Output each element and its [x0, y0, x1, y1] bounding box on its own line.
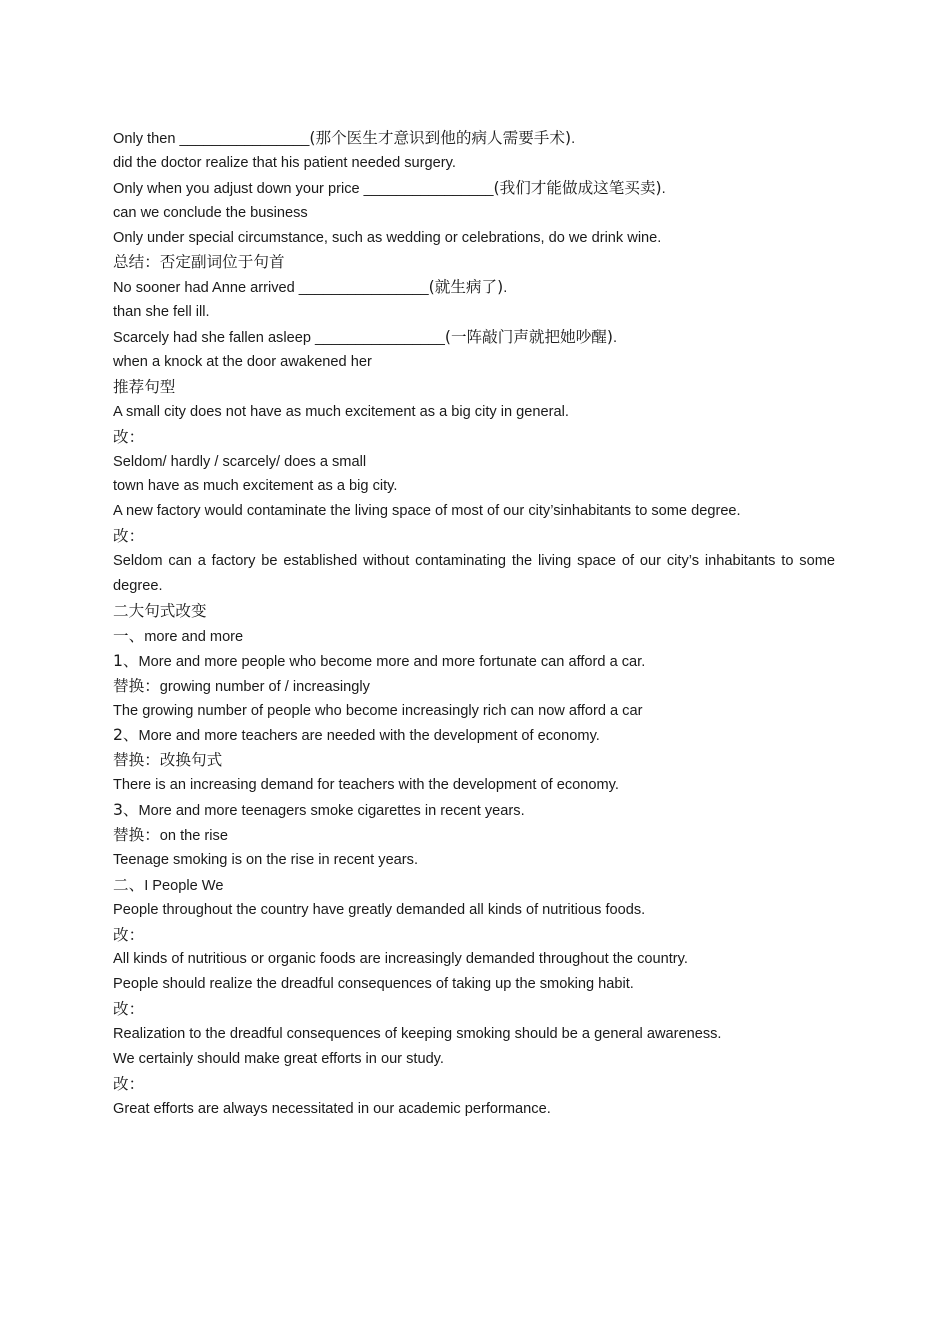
- text-line: We certainly should make great efforts in our study.: [113, 1050, 444, 1067]
- text-segment: growing number of / increasingly: [159, 678, 370, 695]
- text-line: There is an increasing demand for teachers with the development of economy.: [113, 777, 619, 794]
- text-line: Teenage smoking is on the rise in recent years.: [113, 851, 419, 868]
- text-line: town have as much excitement as a big city.: [113, 478, 398, 495]
- text-line: 二大句式改变: [113, 601, 207, 620]
- text-line: 替换：改换句式: [113, 751, 223, 770]
- text-line: 改：: [113, 427, 145, 446]
- text-line: [113, 624, 835, 649]
- text-line: [113, 798, 835, 823]
- text-segment: 二、: [113, 875, 145, 894]
- text-segment: (那个医生才意识到他的病人需要手术): [309, 129, 572, 147]
- text-line: [113, 873, 835, 898]
- text-line: The growing number of people who become increasingly rich can now afford a car: [113, 702, 643, 719]
- text-line: [113, 275, 835, 300]
- text-line: [113, 723, 835, 748]
- text-line: 总结：否定副词位于句首: [113, 253, 285, 272]
- text-segment: 2、: [113, 726, 139, 745]
- text-segment: 3、: [113, 801, 139, 820]
- text-line: [113, 674, 835, 699]
- text-line: than she fell ill.: [113, 304, 210, 321]
- text-line: [113, 823, 835, 848]
- text-line: [113, 176, 835, 201]
- text-line: A small city does not have as much excitement as a big city in general.: [113, 403, 569, 420]
- document-page: [113, 126, 835, 1122]
- text-line: [113, 325, 835, 350]
- text-line: when a knock at the door awakened her: [113, 354, 372, 371]
- text-line: did the doctor realize that his patient needed surgery.: [113, 154, 456, 171]
- text-line: All kinds of nutritious or organic foods are increasingly demanded throughout the country.: [113, 951, 688, 968]
- text-segment: Only when you adjust down your price ________________: [113, 180, 494, 197]
- text-line: 改：: [113, 1000, 145, 1019]
- text-segment: .: [571, 131, 576, 147]
- text-line: 改：: [113, 1074, 145, 1093]
- text-segment: 1、: [113, 651, 139, 670]
- text-segment: (我们才能做成这笔买卖): [493, 178, 662, 197]
- text-line: Great efforts are always necessitated in our academic performance.: [113, 1100, 551, 1117]
- text-segment: on the rise: [159, 827, 228, 844]
- text-segment: More and more teachers are needed with the development of economy.: [138, 728, 600, 745]
- text-segment: 替换：: [113, 825, 160, 844]
- text-segment: No sooner had Anne arrived ________________: [113, 280, 429, 297]
- text-segment: .: [503, 280, 508, 297]
- text-line: Seldom/ hardly / scarcely/ does a small: [113, 453, 367, 470]
- text-segment: Scarcely had she fallen asleep ________________: [113, 330, 445, 347]
- text-segment: 一、: [113, 626, 145, 645]
- text-line: Realization to the dreadful consequences of keeping smoking should be a general awareness.: [113, 1026, 722, 1043]
- text-line: A new factory would contaminate the living space of most of our city’sinhabitants to some degree.: [113, 503, 741, 520]
- text-line: Only under special circumstance, such as wedding or celebrations, do we drink wine.: [113, 229, 662, 246]
- text-segment: .: [661, 180, 666, 197]
- text-line: [113, 126, 835, 151]
- text-segment: Only then ________________: [113, 131, 310, 147]
- text-segment: .: [612, 330, 618, 347]
- text-line: 改：: [113, 527, 145, 546]
- text-line: 推荐句型: [113, 377, 176, 396]
- text-line: 改：: [113, 925, 145, 944]
- text-line: can we conclude the business: [113, 204, 308, 221]
- text-line: People throughout the country have greatly demanded all kinds of nutritious foods.: [113, 901, 646, 918]
- text-segment: 替换：: [113, 676, 160, 695]
- text-segment: more and more: [144, 628, 244, 645]
- text-line: [113, 649, 835, 674]
- text-line: People should realize the dreadful consequences of taking up the smoking habit.: [113, 976, 634, 993]
- text-segment: (一阵敲门声就把她吵醒): [444, 328, 613, 347]
- text-segment: (就生病了): [428, 278, 504, 297]
- text-line: Seldom can a factory be established without contaminating the living space of our city’s inhabitants to some degree.: [113, 553, 835, 595]
- text-segment: I People We: [144, 877, 224, 894]
- text-segment: More and more teenagers smoke cigarettes in recent years.: [138, 803, 525, 820]
- text-segment: More and more people who become more and more fortunate can afford a car.: [138, 653, 646, 670]
